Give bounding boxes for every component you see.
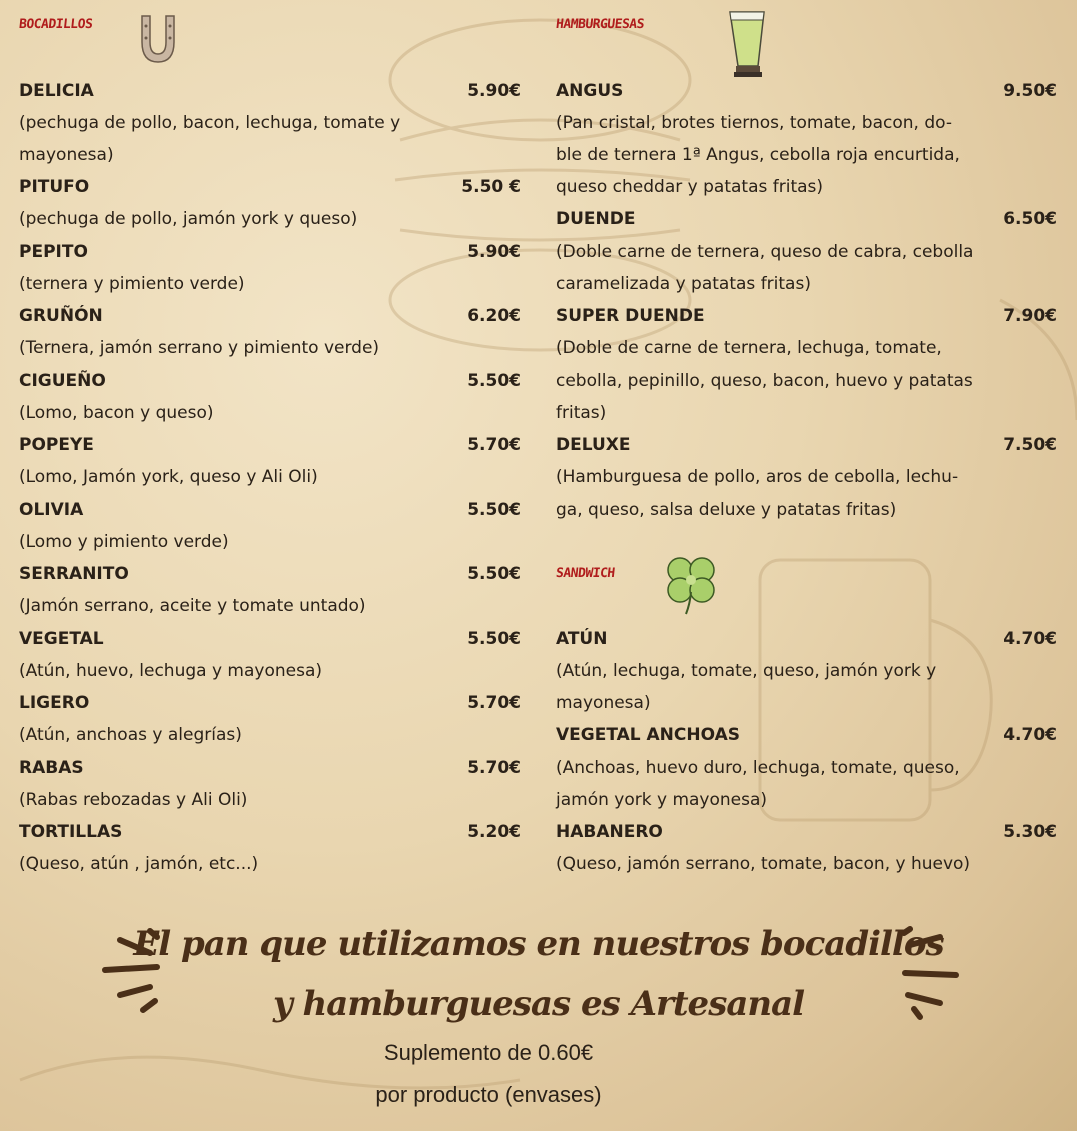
item-description: (Pan cristal, brotes tiernos, tomate, bacon, do- [556, 113, 952, 133]
slogan-line-1: El pan que utilizamos en nuestros bocadillos [133, 924, 944, 964]
item-description: mayonesa) [19, 145, 114, 165]
item-description: (Lomo, bacon y queso) [19, 403, 214, 423]
item-description: (pechuga de pollo, bacon, lechuga, tomate y [19, 113, 401, 133]
menu-item: LIGERO 5.70€ [19, 693, 521, 713]
menu-item: POPEYE 5.70€ [19, 435, 521, 455]
menu-item: DELICIA 5.90€ [19, 81, 521, 101]
horseshoe-icon [132, 12, 184, 68]
menu-item: VEGETAL 5.50€ [19, 629, 521, 649]
menu-item: DUENDE 6.50€ [556, 209, 1057, 229]
beer-glass-icon [724, 8, 774, 82]
menu-item: ANGUS 9.50€ [556, 81, 1057, 101]
item-description: jamón york y mayonesa) [556, 790, 768, 810]
item-description: (Jamón serrano, aceite y tomate untado) [19, 596, 366, 616]
menu-item: CIGUEÑO 5.50€ [19, 371, 521, 391]
item-description: fritas) [556, 403, 607, 423]
item-description: (Atún, huevo, lechuga y mayonesa) [19, 661, 322, 681]
menu-item: RABAS 5.70€ [19, 758, 521, 778]
item-description: (Lomo, Jamón york, queso y Ali Oli) [19, 467, 318, 487]
menu-item: ATÚN 4.70€ [556, 629, 1057, 649]
item-description: (Ternera, jamón serrano y pimiento verde) [19, 338, 380, 358]
item-description: (Lomo y pimiento verde) [19, 532, 229, 552]
menu-item: SUPER DUENDE 7.90€ [556, 306, 1057, 326]
item-description: (Queso, jamón serrano, tomate, bacon, y huevo) [556, 854, 971, 874]
hamburguesas-title: HAMBURGUESAS [555, 17, 645, 32]
supplement-line-2: por producto (envases) [375, 1082, 602, 1107]
item-description: cebolla, pepinillo, queso, bacon, huevo y patatas [556, 371, 973, 391]
item-description: (Rabas rebozadas y Ali Oli) [19, 790, 248, 810]
item-description: caramelizada y patatas fritas) [556, 274, 811, 294]
menu-item: PEPITO 5.90€ [19, 242, 521, 262]
item-description: (Queso, atún , jamón, etc...) [19, 854, 259, 874]
menu-item: HABANERO 5.30€ [556, 822, 1057, 842]
item-description: (Atún, lechuga, tomate, queso, jamón york y [556, 661, 937, 681]
item-description: ga, queso, salsa deluxe y patatas fritas) [556, 500, 897, 520]
sandwich-title: SANDWICH [555, 566, 616, 581]
menu-item: OLIVIA 5.50€ [19, 500, 521, 520]
supplement-line-1: Suplemento de 0.60€ [383, 1040, 594, 1065]
item-description: (Doble de carne de ternera, lechuga, tomate, [556, 338, 942, 358]
menu-item: SERRANITO 5.50€ [19, 564, 521, 584]
menu-item: VEGETAL ANCHOAS 4.70€ [556, 725, 1057, 745]
menu-item: TORTILLAS 5.20€ [19, 822, 521, 842]
item-description: (pechuga de pollo, jamón york y queso) [19, 209, 358, 229]
item-description: (Hamburguesa de pollo, aros de cebolla, lechu- [556, 467, 959, 487]
item-description: queso cheddar y patatas fritas) [556, 177, 824, 197]
menu-item: DELUXE 7.50€ [556, 435, 1057, 455]
clover-icon [660, 552, 722, 618]
item-description: ble de ternera 1ª Angus, cebolla roja encurtida, [556, 145, 960, 165]
slogan-line-2: y hamburguesas es Artesanal [272, 984, 805, 1024]
item-description: (Anchoas, huevo duro, lechuga, tomate, queso, [556, 758, 960, 778]
item-description: mayonesa) [556, 693, 651, 713]
item-description: (Atún, anchoas y alegrías) [19, 725, 242, 745]
menu-item: PITUFO 5.50 € [19, 177, 521, 197]
bocadillos-title: BOCADILLOS [18, 17, 94, 32]
item-description: (Doble carne de ternera, queso de cabra, cebolla [556, 242, 974, 262]
item-description: (ternera y pimiento verde) [19, 274, 245, 294]
menu-item: GRUÑÓN 6.20€ [19, 306, 521, 326]
